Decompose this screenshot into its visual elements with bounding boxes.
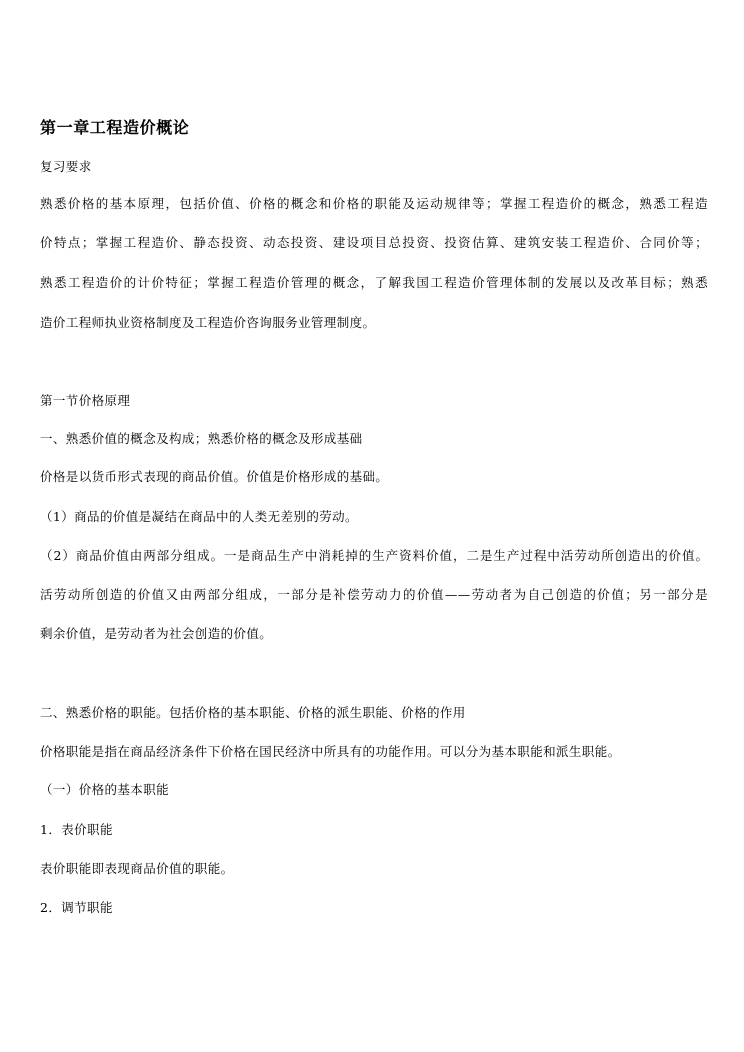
paragraph: 价格是以货币形式表现的商品价值。价值是价格形成的基础。: [40, 469, 389, 484]
section-heading: 第一节价格原理: [40, 393, 131, 408]
subsection-heading: （一）价格的基本职能: [40, 782, 170, 797]
point-heading: 二、熟悉价格的职能。包括价格的基本职能、价格的派生职能、价格的作用: [40, 705, 466, 720]
point-heading: 一、熟悉价值的概念及构成；熟悉价格的概念及形成基础: [40, 431, 363, 446]
paragraph-line: （2）商品价值由两部分组成。一是商品生产中消耗掉的生产资料价值，二是生产过程中活劳动所创造出的价值。: [40, 548, 708, 563]
paragraph-line: 剩余价值，是劳动者为社会创造的价值。: [40, 626, 273, 641]
chapter-title: 第一章工程造价概论: [40, 118, 190, 137]
review-paragraph-line: 熟悉价格的基本原理，包括价值、价格的概念和价格的职能及运动规律等；掌握工程造价的概念，熟悉工程造: [40, 196, 708, 211]
review-paragraph-line: 造价工程师执业资格制度及工程造价咨询服务业管理制度。: [40, 315, 376, 330]
review-paragraph-line: 价特点；掌握工程造价、静态投资、动态投资、建设项目总投资、投资估算、建筑安装工程造价、合同价等；: [40, 235, 708, 250]
review-paragraph-line: 熟悉工程造价的计价特征；掌握工程造价管理的概念，了解我国工程造价管理体制的发展以及改革目标；熟悉: [40, 275, 708, 290]
numbered-heading: 2．调节职能: [40, 900, 113, 915]
paragraph: 表价职能即表现商品价值的职能。: [40, 861, 234, 876]
paragraph: 价格职能是指在商品经济条件下价格在国民经济中所具有的功能作用。可以分为基本职能和派生职能。: [40, 744, 621, 759]
review-heading: 复习要求: [40, 159, 92, 174]
paragraph-line: 活劳动所创造的价值又由两部分组成，一部分是补偿劳动力的价值——劳动者为自己创造的价值；另一部分是: [40, 587, 708, 602]
list-item: （1）商品的价值是凝结在商品中的人类无差别的劳动。: [40, 509, 358, 524]
numbered-heading: 1．表价职能: [40, 822, 113, 837]
